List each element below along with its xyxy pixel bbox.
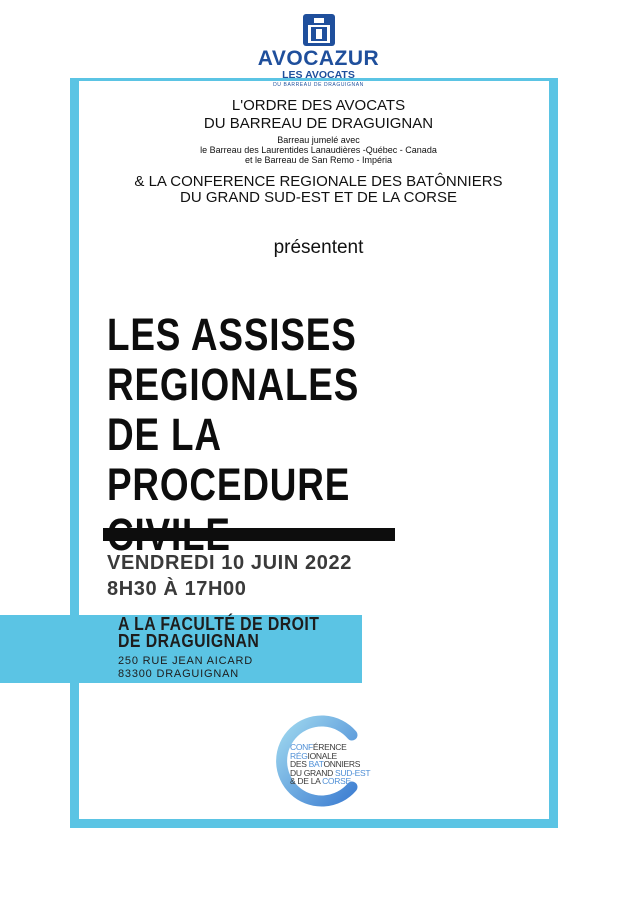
twinned-line-3: et le Barreau de San Remo - Impéria: [244, 155, 393, 165]
logo-name: AVOCAZUR: [257, 47, 380, 70]
title-line-3: DE LA: [107, 409, 222, 460]
logo-tagline: DU BARREAU DE DRAGUIGNAN: [273, 82, 364, 88]
title-line-1: LES ASSISES: [107, 309, 357, 360]
venue-line-1: A LA FACULTÉ DE DROIT: [118, 614, 320, 634]
crbl-l1b: ÉRENCE: [312, 742, 347, 752]
event-time: 8H30 À 17H00: [107, 578, 247, 600]
crbl-l3a: DES: [290, 759, 309, 769]
twinned-line-1: Barreau jumelé avec: [277, 135, 360, 145]
venue-address-2: 83300 DRAGUIGNAN: [118, 668, 240, 680]
organizer-line-1: L'ORDRE DES AVOCATS: [231, 97, 406, 114]
crbl-logo-text: [290, 743, 370, 786]
crbl-l1a: CONF: [290, 742, 313, 752]
venue-address-1: 250 RUE JEAN AICARD: [118, 655, 254, 667]
conference-organizer: [0, 174, 637, 206]
conference-line-1: & LA CONFERENCE REGIONALE DES BATÔNNIERS: [134, 173, 503, 190]
event-title: [107, 310, 484, 560]
logo-subtitle: LES AVOCATS: [282, 69, 355, 81]
venue-name: [118, 616, 319, 650]
crbl-l4a: DU GRAND: [290, 767, 335, 778]
avocazur-emblem-icon: [299, 13, 339, 47]
organizer-line-2: DU BARREAU DE DRAGUIGNAN: [203, 115, 434, 132]
avocazur-logo: [0, 8, 637, 88]
crbl-l3b: BAT: [308, 759, 324, 769]
present-text: présentent: [273, 237, 364, 258]
crbl-l2b: IONALE: [307, 750, 337, 761]
crbl-l3c: ONNIERS: [323, 759, 361, 769]
event-date-time: [107, 550, 352, 602]
crbl-l5a: & DE LA: [290, 776, 323, 786]
conference-line-2: DU GRAND SUD-EST ET DE LA CORSE: [179, 189, 457, 206]
title-divider: [103, 528, 395, 541]
twinned-line-2: le Barreau des Laurentides Lanaudières -Québec - Canada: [200, 145, 437, 155]
venue-address: [118, 655, 253, 681]
title-line-2: REGIONALES: [107, 359, 360, 410]
organizer-title: [0, 97, 637, 133]
twinned-bars: [0, 135, 637, 165]
venue-line-2: DE DRAGUIGNAN: [118, 631, 260, 651]
title-line-4: PROCEDURE: [107, 459, 351, 510]
crbl-l5b: CORSE: [322, 776, 351, 786]
crbl-l2a: RÉG: [290, 750, 308, 761]
event-date: VENDREDI 10 JUIN 2022: [107, 552, 352, 574]
crbl-l4b: SUD-EST: [335, 767, 371, 778]
